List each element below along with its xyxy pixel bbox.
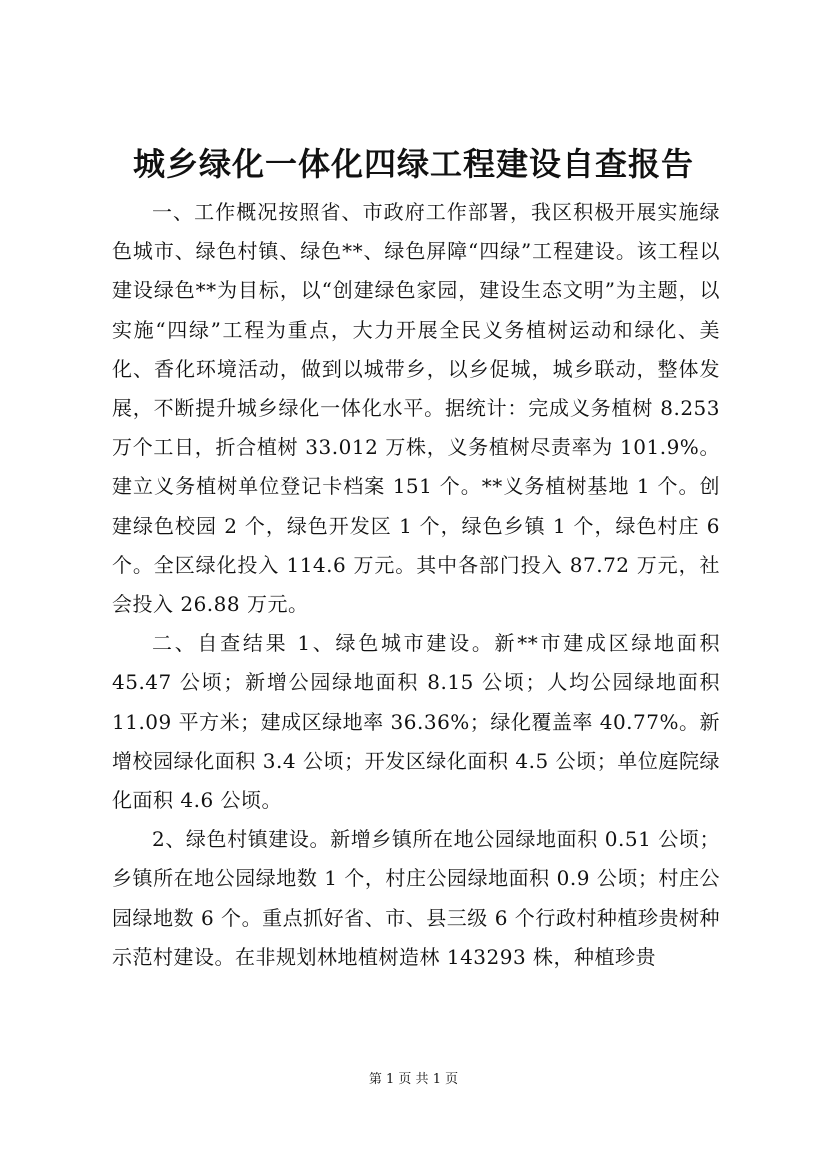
paragraph-green-village: 2、绿色村镇建设。新增乡镇所在地公园绿地面积 0.51 公顷；乡镇所在地公园绿地数 1 个，村庄公园绿地面积 0.9 公顷；村庄公园绿地数 6 个。重点抓好省、市、县三级 6 个行政村种植珍贵树种示范村建设。在非规划林地植树造林 143293 株，种植珍贵 (112, 827, 720, 969)
document-body (112, 193, 720, 977)
document-title: 城乡绿化一体化四绿工程建设自查报告 (132, 145, 694, 183)
paragraph-work-overview: 一、工作概况按照省、市政府工作部署，我区积极开展实施绿色城市、绿色村镇、绿色**、绿色屏障“四绿”工程建设。该工程以建设绿色**为目标，以“创建绿色家园，建设生态文明”为主题，以实施“四绿”工程为重点，大力开展全民义务植树运动和绿化、美化、香化环境活动，做到以城带乡，以乡促城，城乡联动，整体发展，不断提升城乡绿化一体化水平。据统计：完成义务植树 8.253 万个工日，折合植树 33.012 万株，义务植树尽责率为 101.9%。建立义务植树单位登记卡档案 151 个。**义务植树基地 1 个。创建绿色校园 2 个，绿色开发区 1 个，绿色乡镇 1 个，绿色村庄 6 个。全区绿化投入 114.6 万元。其中各部门投入 87.72 万元，社会投入 26.88 万元。 (112, 200, 720, 617)
paragraph-self-check-green-city: 二、自查结果 1、绿色城市建设。新**市建成区绿地面积 45.47 公顷；新增公园绿地面积 8.15 公顷；人均公园绿地面积 11.09 平方米；建成区绿地率 36.36%；绿化覆盖率 40.77%。新增校园绿化面积 3.4 公顷；开发区绿化面积 4.5 公顷；单位庭院绿化面积 4.6 公顷。 (112, 631, 720, 813)
page-footer: 第 1 页 共 1 页 (368, 1072, 459, 1087)
